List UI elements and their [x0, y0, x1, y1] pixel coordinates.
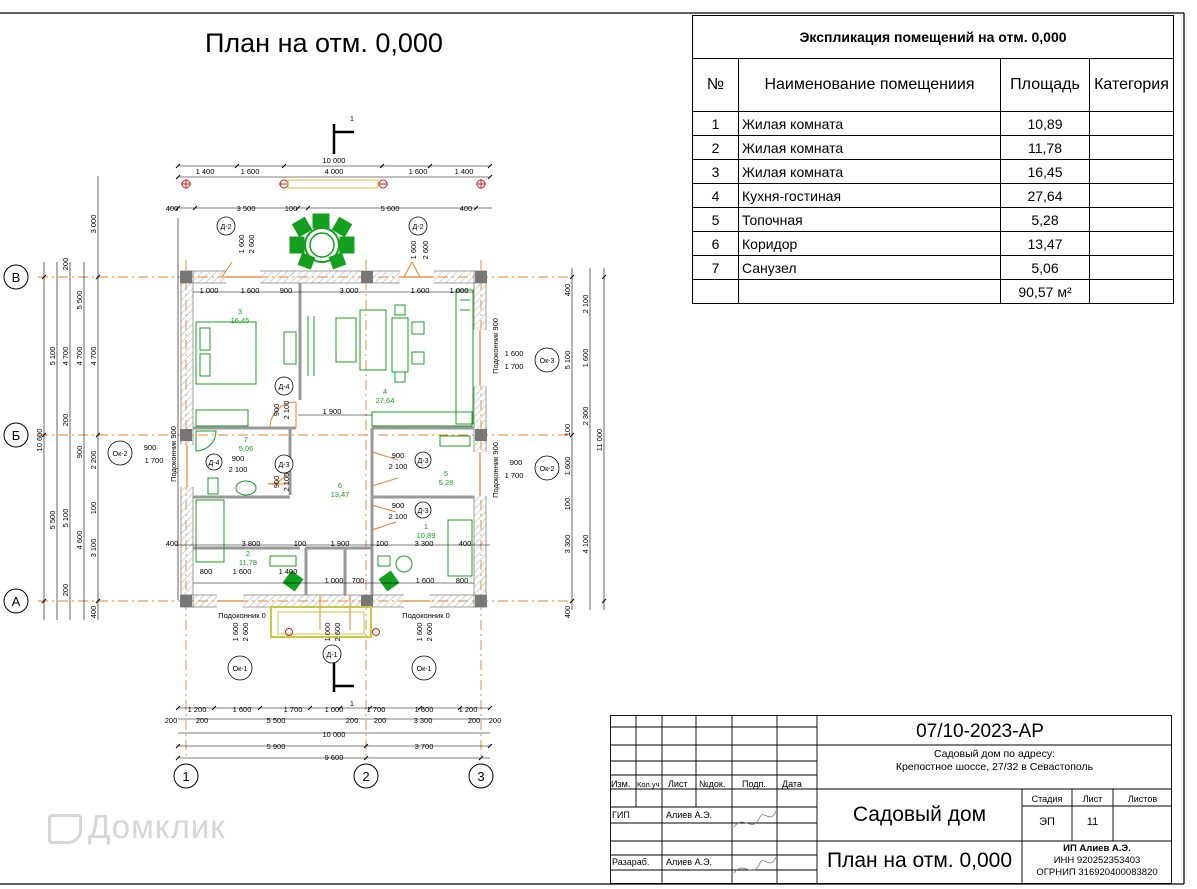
- dim-top-inner-2: 3 500: [236, 204, 256, 213]
- room-4-area: 27,64: [375, 396, 395, 405]
- mark-d2-right: Д-2: [412, 224, 424, 231]
- dim-left-b-3: 900: [75, 445, 84, 459]
- explication-title: Экспликация помещений на отм. 0,000: [693, 16, 1174, 59]
- dim-right-10: 4 100: [581, 534, 590, 554]
- dim-win-ok2-w: 900: [143, 443, 157, 452]
- dim-top-inner-4: 5 600: [380, 204, 400, 213]
- dim-int-bot-5: 700: [351, 576, 365, 585]
- axis-label-row-3: А: [11, 594, 21, 609]
- mark-d2-left: Д-2: [220, 224, 232, 231]
- dim-bot-sub-4: 200: [345, 716, 359, 725]
- sheet-number: 11: [1086, 816, 1099, 828]
- dim-left-b-6: 4 600: [75, 530, 84, 550]
- dim-right-11: 400: [563, 605, 572, 619]
- table-row: [693, 208, 1174, 232]
- dim-door-h-bath: 2 100: [228, 465, 248, 474]
- room-1-num: 1: [423, 522, 429, 531]
- dim-top-inner-5: 400: [459, 204, 473, 213]
- room-6-num: 6: [337, 481, 343, 490]
- row-category: [1090, 136, 1174, 160]
- dim-int-top-1: 1 000: [199, 286, 219, 295]
- dim-ok1-right-w: 1 600: [415, 622, 424, 642]
- dim-left-part-1: 5 100: [48, 346, 57, 366]
- axis-label-col-2: 2: [362, 769, 370, 784]
- section-cut-label-bottom: 1: [350, 701, 354, 708]
- windows: [180, 270, 487, 608]
- dim-int-bot-4: 1 000: [324, 576, 344, 585]
- sheets-label: Листов: [1127, 794, 1158, 804]
- room-7-num: 7: [243, 435, 249, 444]
- row-area: 5,28: [1001, 208, 1090, 232]
- dim-bot-sub-5: 200: [373, 716, 387, 725]
- dim-win-ok2r-h: 1 700: [504, 471, 524, 480]
- dim-int-bot-3: 1 400: [278, 567, 298, 576]
- row-num: 3: [693, 160, 739, 184]
- col-header-izm: Изм.: [611, 779, 631, 789]
- gip-role: ГИП: [612, 810, 630, 820]
- dim-d2-right-w: 1 600: [409, 240, 418, 260]
- mark-ok1-left: Ок-1: [232, 666, 248, 673]
- row-name: Жилая комната: [739, 112, 1001, 136]
- row-name: Жилая комната: [739, 136, 1001, 160]
- dim-left-b-1: 5 500: [75, 290, 84, 310]
- dev-role: Разараб.: [612, 857, 650, 867]
- dim-bot-chain-4: 1 000: [324, 705, 344, 714]
- dim-mid-7: 400: [458, 539, 472, 548]
- sill-900-right-mid: Подоконник 900: [491, 442, 500, 498]
- dim-bot-sub-2: 200: [195, 716, 209, 725]
- dim-door-h-bed1: 2 100: [388, 512, 408, 521]
- axis-label-row-1: В: [11, 270, 21, 285]
- total-blank-2: [739, 280, 1001, 304]
- dim-int-bot-1: 800: [199, 567, 213, 576]
- stage-value: ЭП: [1039, 816, 1055, 828]
- dim-right-total: 11 000: [595, 428, 604, 452]
- sill-label-right: Подоконник 0: [402, 611, 450, 620]
- row-name: Жилая комната: [739, 160, 1001, 184]
- room-explication-table: [692, 15, 1174, 304]
- dim-int-bot-2: 1 600: [232, 567, 252, 576]
- dim-top-height: 3 000: [89, 214, 98, 234]
- dim-left-b-7: 3 100: [89, 538, 98, 558]
- explication-header-name: Наименование помещениия: [739, 59, 1001, 112]
- plan-title: План на отм. 0,000: [205, 28, 443, 58]
- table-row: [693, 136, 1174, 160]
- dim-top-inner-3: 100: [284, 204, 298, 213]
- axis-label-col-1: 1: [182, 769, 190, 784]
- bed-room3: [196, 322, 256, 384]
- row-num: 4: [693, 184, 739, 208]
- room-2-num: 2: [245, 549, 251, 558]
- dim-d4-h: 2 100: [282, 400, 291, 420]
- dim-door-w-bed1: 900: [391, 501, 405, 510]
- dim-d4-w: 900: [272, 403, 281, 417]
- dim-d1-h: 2 600: [333, 622, 342, 642]
- exterior-walls: [180, 271, 487, 607]
- watermark-text: Домклик: [88, 808, 226, 845]
- row-area: 11,78: [1001, 136, 1090, 160]
- col-header-ndok: №док.: [699, 779, 726, 789]
- dim-int-bot-7: 800: [455, 576, 469, 585]
- row-num: 2: [693, 136, 739, 160]
- dim-door-w-bath: 900: [231, 454, 245, 463]
- dim-right-1: 400: [563, 283, 572, 297]
- dim-top-inner-1: 400: [165, 204, 179, 213]
- dim-win-ok2r-w: 900: [509, 458, 523, 467]
- dim-d3-w: 900: [272, 475, 281, 489]
- dim-bot-axes: 9 600: [324, 753, 344, 762]
- dim-bot-sub-8: 200: [488, 716, 502, 725]
- mark-d3-corridor: Д-3: [278, 462, 290, 469]
- dim-left-a-3: 200: [61, 413, 70, 427]
- dim-bot-total: 10 000: [322, 730, 346, 739]
- dim-right-4: 5 100: [563, 350, 572, 370]
- room-labels: [228, 307, 454, 567]
- mark-ok2-right: Ок-2: [539, 466, 555, 473]
- mark-d1: Д-1: [326, 652, 338, 659]
- room-4-num: 4: [382, 387, 388, 396]
- dim-bot-part-1: 5 900: [266, 742, 286, 751]
- dim-door-w-boiler: 900: [391, 451, 405, 460]
- dim-top-chain-2: 1 600: [240, 167, 260, 176]
- dev-name: Алиев А.Э.: [666, 857, 713, 867]
- title-block: [610, 715, 1172, 884]
- sill-label-left: Подоконник 0: [218, 611, 266, 620]
- row-num: 6: [693, 232, 739, 256]
- row-area: 13,47: [1001, 232, 1090, 256]
- dim-win-ok3-w: 1 600: [504, 349, 524, 358]
- row-category: [1090, 208, 1174, 232]
- dim-mid-5: 100: [375, 539, 389, 548]
- dim-d1-w: 1 000: [323, 622, 332, 642]
- dim-door-h-boiler: 2 100: [388, 462, 408, 471]
- mark-ok2-left: Ок-2: [112, 451, 128, 458]
- dim-bot-part-2: 3 700: [414, 742, 434, 751]
- room-5-num: 5: [443, 469, 449, 478]
- dim-int-top-3: 900: [279, 286, 293, 295]
- room-6-area: 13,47: [330, 490, 350, 499]
- row-name: Кухня-гостиная: [739, 184, 1001, 208]
- dim-left-a-2: 4 700: [61, 346, 70, 366]
- dim-left-part-2: 5 500: [48, 510, 57, 530]
- axis-label-col-3: 3: [477, 769, 485, 784]
- dim-d2-right-h: 2 600: [421, 240, 430, 260]
- dim-right-5: 2 300: [581, 406, 590, 426]
- row-area: 16,45: [1001, 160, 1090, 184]
- dim-bot-chain-3: 1 700: [283, 705, 303, 714]
- interior-walls: [193, 283, 474, 595]
- mark-d4-bath: Д-4: [208, 460, 220, 467]
- room-7-area: 5,06: [238, 444, 254, 453]
- dim-top-chain-5: 1 400: [454, 167, 474, 176]
- explication-header-area: Площадь: [1001, 59, 1090, 112]
- room-2-area: 11,78: [238, 558, 258, 567]
- dim-d2-left-w: 1 600: [237, 234, 246, 254]
- row-name: Санузел: [739, 256, 1001, 280]
- floor-plan: [0, 110, 690, 800]
- row-name: Топочная: [739, 208, 1001, 232]
- mark-ok3: Ок-3: [539, 358, 555, 365]
- table-row: [693, 256, 1174, 280]
- dim-left-b-4: 2 200: [89, 450, 98, 470]
- row-category: [1090, 256, 1174, 280]
- sill-900-right-top: Подоконник 900: [491, 318, 500, 374]
- dim-top-chain-1: 1 400: [195, 167, 215, 176]
- dim-bot-sub-1: 200: [164, 716, 178, 725]
- table-total-row: [693, 280, 1174, 304]
- dim-bot-chain-5: 1 700: [366, 705, 386, 714]
- org-ogrnip: ОГРНИП 316920400083820: [1036, 867, 1158, 878]
- explication-header-num: №: [693, 59, 739, 112]
- col-header-list: Лист: [668, 779, 688, 789]
- dim-ok1-left-w: 1 600: [231, 622, 240, 642]
- dim-left-total: 10 600: [35, 428, 44, 452]
- gip-name: Алиев А.Э.: [666, 810, 713, 820]
- table-row: [693, 232, 1174, 256]
- room-3-area: 16,45: [230, 316, 250, 325]
- row-area: 10,89: [1001, 112, 1090, 136]
- signatures: [734, 811, 776, 873]
- col-header-kol: Кол.уч: [637, 780, 660, 789]
- dim-left-c-1: 4 700: [89, 346, 98, 366]
- dim-d2-left-h: 2 600: [247, 234, 256, 254]
- dim-ok1-right-h: 2 600: [425, 622, 434, 642]
- dim-right-3: 1 600: [581, 348, 590, 368]
- dim-win-ok3-h: 1 700: [504, 362, 524, 371]
- table-row: [693, 160, 1174, 184]
- dim-mid-6: 3 300: [414, 539, 434, 548]
- project-code: 07/10-2023-АР: [916, 721, 1044, 742]
- dim-right-7: 1 600: [563, 456, 572, 476]
- dim-right-2: 2 100: [581, 294, 590, 314]
- dim-int-top-5: 1 600: [410, 286, 430, 295]
- dim-right-8: 100: [563, 497, 572, 511]
- dim-int-bot-6: 1 600: [415, 576, 435, 585]
- dim-int-top-2: 1 600: [240, 286, 260, 295]
- row-num: 1: [693, 112, 739, 136]
- dim-mid-3: 100: [293, 539, 307, 548]
- dim-left-a-5: 200: [61, 583, 70, 597]
- dim-ok1-left-h: 2 600: [241, 622, 250, 642]
- dim-left-a-4: 5 100: [61, 508, 70, 528]
- dim-bot-chain-7: 1 200: [458, 705, 478, 714]
- project-address: Садовый дом по адресу: Крепостное шоссе, 27/32 в Севастополь: [895, 748, 1094, 773]
- row-area: 27,64: [1001, 184, 1090, 208]
- dim-mid-2: 3 800: [241, 539, 261, 548]
- watermark-icon: [48, 814, 82, 844]
- total-area: 90,57 м²: [1001, 280, 1090, 304]
- table-row: [693, 112, 1174, 136]
- dim-top-chain-4: 1 600: [408, 167, 428, 176]
- mark-d3-bedroom: Д-3: [417, 508, 429, 515]
- room-5-area: 5,28: [438, 478, 454, 487]
- row-category: [1090, 184, 1174, 208]
- dim-mid-1: 400: [165, 539, 179, 548]
- explication-header-category: Категория: [1090, 59, 1174, 112]
- dim-win-ok2-h: 1 700: [144, 456, 164, 465]
- dim-bot-sub-3: 5 500: [266, 716, 286, 725]
- dim-bot-sub-6: 3 300: [413, 716, 433, 725]
- total-blank-3: [1090, 280, 1174, 304]
- dim-corridor-width: 1 900: [322, 407, 342, 416]
- outdoor-table-set: [290, 214, 354, 269]
- room-1-area: 10,89: [416, 531, 436, 540]
- row-num: 5: [693, 208, 739, 232]
- organization: ИП Алиев А.Э.: [1063, 843, 1131, 854]
- col-header-podp: Подп.: [742, 779, 766, 789]
- dim-mid-4: 1 900: [330, 539, 350, 548]
- dim-top-chain-3: 4 000: [324, 167, 344, 176]
- dim-top-total: 10 000: [322, 156, 346, 165]
- dim-left-b-2: 4 700: [75, 346, 84, 366]
- axis-label-row-2: Б: [11, 428, 21, 443]
- row-name: Коридор: [739, 232, 1001, 256]
- dim-bot-chain-2: 1 600: [232, 705, 252, 714]
- object-name: Садовый дом: [852, 803, 987, 826]
- sheet-label: Лист: [1082, 794, 1103, 804]
- dim-right-6: 100: [563, 423, 572, 437]
- sheet-name: План на отм. 0,000: [826, 849, 1013, 872]
- sill-900-left: Подоконник 900: [169, 426, 178, 482]
- org-inn: ИНН 920252353403: [1053, 855, 1141, 866]
- stage-label: Стадия: [1031, 794, 1063, 804]
- dim-d3-h: 2 100: [282, 472, 291, 492]
- row-area: 5,06: [1001, 256, 1090, 280]
- row-category: [1090, 112, 1174, 136]
- dim-bot-sub-7: 200: [467, 716, 481, 725]
- total-blank-1: [693, 280, 739, 304]
- dim-left-b-8: 400: [89, 605, 98, 619]
- mark-ok1-right: Ок-1: [416, 666, 432, 673]
- mark-d4: Д-4: [278, 384, 290, 391]
- watermark-logo: [48, 808, 226, 846]
- dim-left-b-5: 100: [89, 501, 98, 515]
- table-row: [693, 184, 1174, 208]
- dim-right-9: 3 300: [563, 534, 572, 554]
- dim-bot-chain-6: 1 600: [414, 705, 434, 714]
- dim-bot-chain-1: 1 200: [187, 705, 207, 714]
- section-cut-label-top: 1: [350, 116, 354, 123]
- col-header-data: Дата: [782, 779, 802, 789]
- dim-int-top-6: 1 000: [449, 286, 469, 295]
- dim-int-top-4: 3 000: [339, 286, 359, 295]
- dim-left-a-1: 200: [61, 257, 70, 271]
- room-3-num: 3: [237, 307, 243, 316]
- row-num: 7: [693, 256, 739, 280]
- mark-d3-boiler: Д-3: [417, 458, 429, 465]
- row-category: [1090, 232, 1174, 256]
- row-category: [1090, 160, 1174, 184]
